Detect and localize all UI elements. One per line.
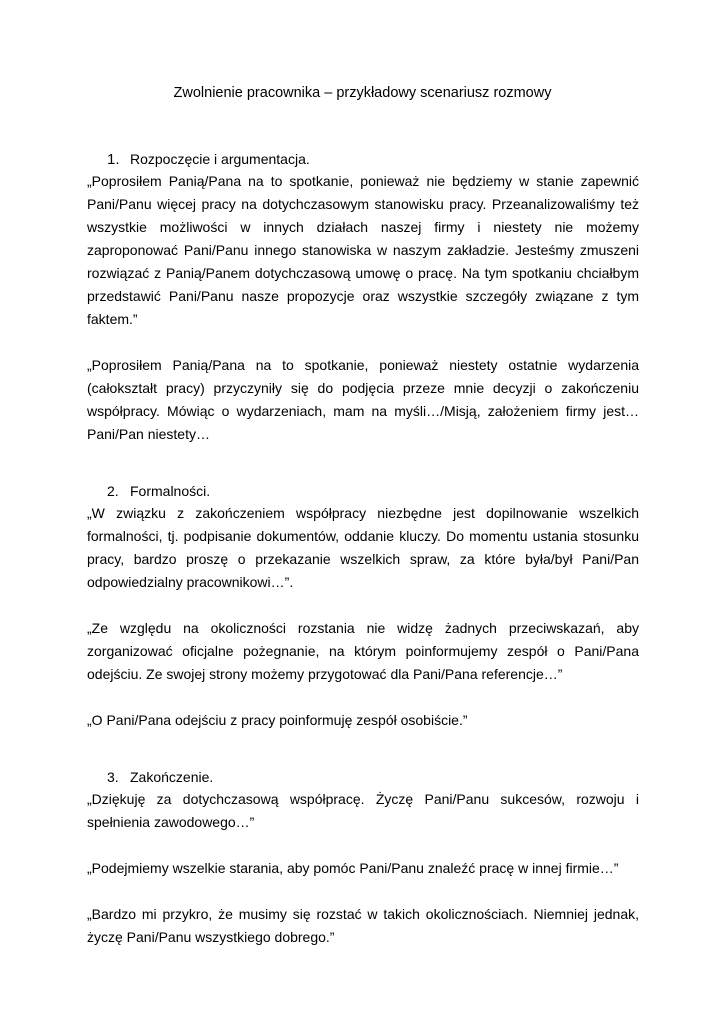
paragraph: „Bardzo mi przykro, że musimy się rozstać w takich okolicznościach. Niemniej jednak, życzę Pani/Panu wszystkiego dobrego.” bbox=[87, 906, 639, 945]
section-number: 1. bbox=[107, 151, 120, 168]
section-heading-2 bbox=[87, 480, 639, 502]
section-title: Zakończenie. bbox=[130, 769, 214, 785]
paragraph: „Dziękuję za dotychczasową współpracę. Życzę Pani/Panu sukcesów, rozwoju i spełnienia zawodowego…” bbox=[87, 791, 639, 830]
section-heading-3 bbox=[87, 766, 639, 788]
paragraph: „Poprosiłem Panią/Pana na to spotkanie, ponieważ niestety ostatnie wydarzenia (całokształt pracy) przyczyniły się do podjęcia przeze mnie decyzji o zakończeniu współpracy. Mówiąc o wydarzeniach, mam na myśli…/Misją, założeniem firmy jest… Pani/Pan niestety… bbox=[87, 357, 639, 442]
section-number: 2. bbox=[107, 483, 119, 499]
paragraph: „W związku z zakończeniem współpracy niezbędne jest dopilnowanie wszelkich formalności, tj. podpisanie dokumentów, oddanie kluczy. Do momentu ustania stosunku pracy, bardzo proszę o przekazanie wszelkich spraw, za które była/był Pani/Pan odpowiedzialny pracownikowi…”. bbox=[87, 505, 639, 590]
section-number: 3. bbox=[107, 769, 119, 785]
section-title: Rozpoczęcie i argumentacja. bbox=[130, 151, 310, 167]
paragraph: „Ze względu na okoliczności rozstania nie widzę żadnych przeciwskazań, aby zorganizować oficjalne pożegnanie, na którym poinformujemy zespół o Pani/Pana odejściu. Ze swojej strony możemy przygotować dla Pani/Pana referencje…” bbox=[87, 620, 639, 682]
paragraph: „Podejmiemy wszelkie starania, aby pomóc Pani/Panu znaleźć pracę w innej firmie…” bbox=[87, 860, 619, 876]
document-body bbox=[87, 148, 639, 949]
section-heading-1 bbox=[87, 148, 639, 170]
paragraph: „Poprosiłem Panią/Pana na to spotkanie, ponieważ nie będziemy w stanie zapewnić Pani/Panu więcej pracy na dotychczasowym stanowisku pracy. Przeanalizowaliśmy też wszystkie możliwości w innych działach naszej firmy i niestety nie możemy zaproponować Pani/Panu innego stanowiska w naszym zakładzie. Jesteśmy zmuszeni rozwiązać z Panią/Panem dotychczasową umowę o pracę. Na tym spotkaniu chciałbym przedstawić Pani/Panu nasze propozycje oraz wszystkie szczegóły związane z tym faktem.” bbox=[87, 173, 639, 327]
paragraph: „O Pani/Pana odejściu z pracy poinformuję zespół osobiście.” bbox=[87, 712, 468, 728]
document-title: Zwolnienie pracownika – przykładowy scenariusz rozmowy bbox=[173, 85, 552, 101]
section-title: Formalności. bbox=[130, 483, 211, 499]
